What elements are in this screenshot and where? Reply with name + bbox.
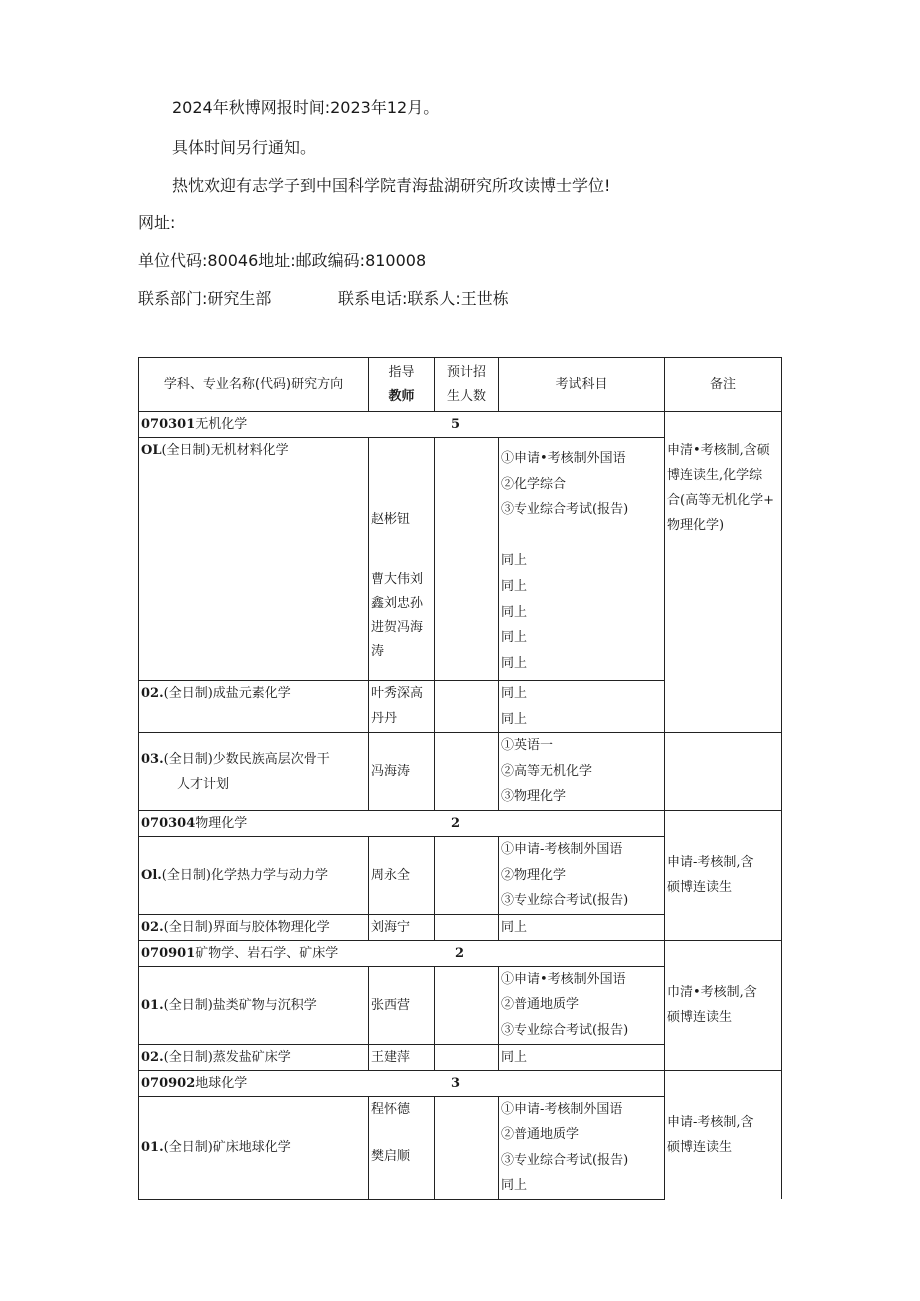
remark-line: 硕博连读生 <box>667 880 733 896</box>
quota-cell <box>435 1096 499 1199</box>
discipline-code: 070902 <box>141 1075 196 1091</box>
discipline-070304 <box>139 810 665 836</box>
supervisor-name: 赵彬钮 <box>371 512 411 527</box>
remark-line: 硕博连读生 <box>667 1010 733 1026</box>
exam-subjects-cell: 同上 <box>499 1044 665 1070</box>
exam-subject: ①申请-考核制外国语 <box>501 841 623 857</box>
discipline-count: 2 <box>451 815 461 831</box>
header-supervisor-line1: 指导 <box>388 364 415 380</box>
header-quota <box>435 358 499 412</box>
discipline-070902 <box>139 1070 665 1096</box>
direction-code: 01. <box>141 1140 164 1156</box>
direction-code: 01. <box>141 997 164 1013</box>
discipline-row <box>139 810 782 836</box>
direction-code: Ol. <box>141 867 162 883</box>
exam-subject: ②物理化学 <box>501 867 567 883</box>
exam-subject: ②高等无机化学 <box>501 763 593 779</box>
quota-cell <box>435 914 499 940</box>
supervisor-name: 鑫刘忠孙 <box>371 596 424 611</box>
supervisor-name: 进贺冯海 <box>371 620 424 635</box>
discipline-name: 无机化学 <box>195 417 248 432</box>
supervisor-name: 叶秀深高 <box>371 686 424 701</box>
exam-subject: 同上 <box>501 655 528 671</box>
table-header-row <box>139 358 782 412</box>
direction-row <box>139 733 782 811</box>
exam-subject: 同上 <box>501 553 528 569</box>
exam-subjects-cell <box>499 438 665 681</box>
direction-name: (全日制)无机材料化学 <box>161 443 289 458</box>
discipline-code: 070301 <box>141 417 196 432</box>
direction-cell <box>139 1044 369 1070</box>
application-time: 2024年秋博网报时间:2023年12月。 <box>172 98 440 117</box>
discipline-070301 <box>139 412 665 438</box>
remark-cell <box>665 733 782 811</box>
remark-cell <box>665 412 782 733</box>
header-discipline: 学科、专业名称(代码)研究方向 <box>139 358 369 412</box>
remark-line: 博连读生,化学综 <box>667 468 763 483</box>
direction-cell <box>139 438 369 681</box>
header-quota-line2: 生人数 <box>446 388 486 404</box>
supervisor-cell: 冯海涛 <box>369 733 435 811</box>
header-quota-line1: 预计招 <box>446 364 486 380</box>
direction-name: (全日制)矿床地球化学 <box>163 1140 291 1156</box>
remark-cell <box>665 810 782 940</box>
exam-subject: 同上 <box>501 711 528 727</box>
direction-cell <box>139 681 369 733</box>
supervisor-cell: 周永全 <box>369 836 435 914</box>
remark-line: 申请-考核制,含 <box>667 855 754 871</box>
quota-cell <box>435 836 499 914</box>
exam-subjects-cell <box>499 1096 665 1199</box>
remark-line: 物理化学) <box>667 518 725 533</box>
remark-line: 合(高等无机化学+ <box>667 493 774 508</box>
exam-subject: ①申请•考核制外国语 <box>501 451 626 466</box>
supervisor-name: 曹大伟刘 <box>371 572 424 587</box>
exam-subject <box>501 523 662 549</box>
discipline-code: 070304 <box>141 815 196 831</box>
direction-name: (全日制)盐类矿物与沉积学 <box>163 997 317 1013</box>
supervisor-cell: 刘海宁 <box>369 914 435 940</box>
header-supervisor-line2: 教师 <box>388 388 415 404</box>
supervisor-name: 程怀德 <box>371 1101 411 1117</box>
contact-phone-person: 联系电话:联系人:王世栋 <box>338 289 509 308</box>
direction-name: (全日制)成盐元素化学 <box>163 686 291 701</box>
exam-subject: ①英语一 <box>501 738 554 754</box>
remark-line: 硕博连读生 <box>667 1139 733 1155</box>
quota-cell <box>435 733 499 811</box>
exam-subjects-cell <box>499 966 665 1044</box>
exam-subject: ③专业综合考试(报告) <box>501 1152 629 1168</box>
direction-code: 02. <box>141 1049 164 1065</box>
exam-subject: 同上 <box>501 578 528 594</box>
exam-subject: ③物理化学 <box>501 789 567 805</box>
discipline-count: 5 <box>451 417 461 432</box>
supervisor-name: 樊启顺 <box>371 1148 411 1164</box>
direction-code: 02. <box>141 686 164 701</box>
discipline-row <box>139 940 782 966</box>
supervisor-cell: 张西营 <box>369 966 435 1044</box>
discipline-name: 物理化学 <box>195 815 248 831</box>
quota-cell <box>435 966 499 1044</box>
quota-cell <box>435 1044 499 1070</box>
welcome-text: 热忱欢迎有志学子到中国科学院青海盐湖研究所攻读博士学位! <box>172 176 611 195</box>
remark-line: 申清•考核制,含硕 <box>667 443 770 458</box>
discipline-code: 070901 <box>141 945 196 961</box>
exam-subject: ①申请-考核制外国语 <box>501 1101 623 1117</box>
exam-subject: ②化学综合 <box>501 476 567 492</box>
notice-text: 具体时间另行通知。 <box>172 138 317 157</box>
direction-name: (全日制)界面与胶体物理化学 <box>163 919 330 935</box>
website-label: 网址: <box>138 213 176 232</box>
exam-subjects-cell <box>499 733 665 811</box>
header-exam-subjects: 考试科目 <box>499 358 665 412</box>
unit-code-address: 单位代码:80046地址:邮政编码:810008 <box>138 251 427 270</box>
supervisor-name: 丹丹 <box>371 711 398 726</box>
header-remarks: 备注 <box>665 358 782 412</box>
discipline-row <box>139 1070 782 1096</box>
quota-cell <box>435 681 499 733</box>
discipline-count: 3 <box>451 1075 461 1091</box>
contact-department: 联系部门:研究生部 <box>138 289 272 308</box>
supervisor-cell <box>369 681 435 733</box>
remark-line: 巾清•考核制,含 <box>667 985 757 1001</box>
enrollment-table <box>138 357 782 1200</box>
remark-line: 申请-考核制,含 <box>667 1114 754 1130</box>
direction-cell <box>139 836 369 914</box>
exam-subject: ③专业综合考试(报告) <box>501 502 629 518</box>
direction-cell <box>139 733 369 811</box>
header-supervisor <box>369 358 435 412</box>
quota-cell <box>435 438 499 681</box>
discipline-name: 地球化学 <box>195 1075 248 1091</box>
exam-subject: ②普通地质学 <box>501 1127 580 1143</box>
discipline-count: 2 <box>455 945 465 961</box>
exam-subject: ③专业综合考试(报告) <box>501 893 629 909</box>
direction-name: (全日制)少数民族高层次骨干 <box>163 751 330 767</box>
direction-cell <box>139 966 369 1044</box>
exam-subject: 同上 <box>501 630 528 646</box>
direction-code: 02. <box>141 919 164 935</box>
exam-subjects-cell <box>499 681 665 733</box>
supervisor-cell <box>369 1096 435 1199</box>
direction-code: OL <box>141 443 162 458</box>
exam-subject: 同上 <box>501 604 528 620</box>
supervisor-name: 涛 <box>371 644 385 659</box>
supervisor-cell: 王建萍 <box>369 1044 435 1070</box>
remark-cell <box>665 1070 782 1199</box>
direction-code: 03. <box>141 751 164 767</box>
remark-cell <box>665 940 782 1070</box>
exam-subject: ①申请•考核制外国语 <box>501 971 626 987</box>
discipline-row <box>139 412 782 438</box>
exam-subjects-cell: 同上 <box>499 914 665 940</box>
supervisor-cell <box>369 438 435 681</box>
direction-cell <box>139 914 369 940</box>
direction-name-cont: 人才计划 <box>177 776 230 792</box>
exam-subject: 同上 <box>501 1178 528 1194</box>
exam-subject: ②普通地质学 <box>501 997 580 1013</box>
exam-subject: ③专业综合考试(报告) <box>501 1022 629 1038</box>
exam-subject: 同上 <box>501 686 528 701</box>
direction-name: (全日制)蒸发盐矿床学 <box>163 1049 291 1065</box>
exam-subjects-cell <box>499 836 665 914</box>
direction-name: (全日制)化学热力学与动力学 <box>161 867 328 883</box>
discipline-name: 矿物学、岩石学、矿床学 <box>195 945 339 961</box>
direction-cell <box>139 1096 369 1199</box>
discipline-070901 <box>139 940 665 966</box>
